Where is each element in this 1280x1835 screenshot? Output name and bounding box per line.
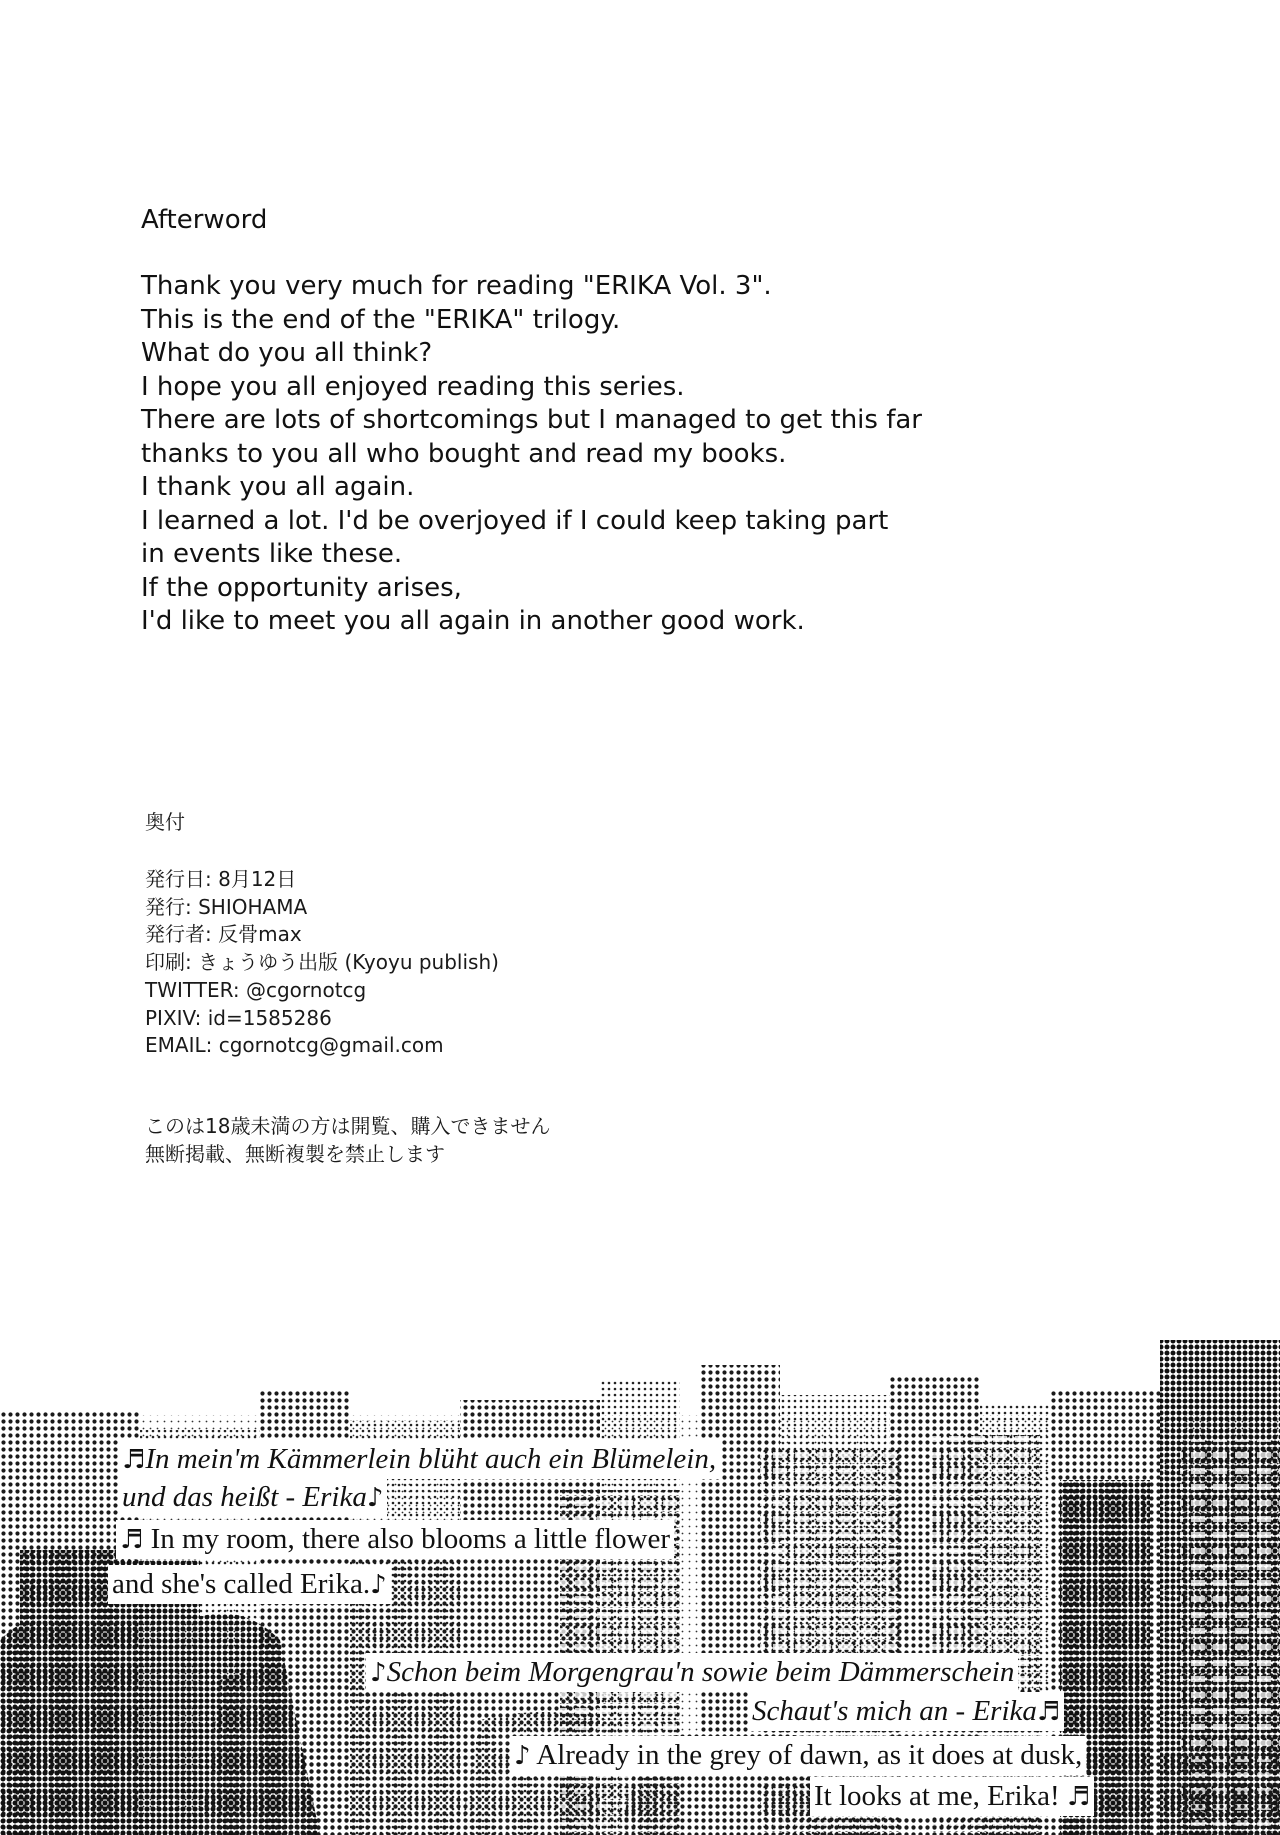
lyric-text: und das heißt - Erika: [122, 1481, 367, 1513]
music-note-icon: ♪: [514, 1741, 531, 1771]
colophon: [145, 808, 499, 1060]
lyric-text: In my room, there also blooms a little flower: [150, 1523, 671, 1555]
afterword-line: If the opportunity arises,: [141, 572, 462, 603]
lyric-text: It looks at me, Erika!: [814, 1780, 1060, 1812]
afterword-line: What do you all think?: [141, 338, 433, 368]
colophon-row-email: EMAIL: cgornotcg@gmail.com: [145, 1033, 444, 1058]
lyric-text: and she's called Erika.: [112, 1568, 371, 1600]
lyric-text: Schaut's mich an - Erika: [752, 1695, 1037, 1727]
afterword-line: I thank you all again.: [141, 472, 415, 502]
colophon-row-issuer: 発行者: 反骨max: [145, 922, 302, 947]
halftone-cityscape-illustration: [0, 1320, 1280, 1835]
afterword-body: [141, 270, 1141, 639]
double-music-note-icon: ♬: [122, 1445, 146, 1475]
colophon-row-publish-date: 発行日: 8月12日: [145, 867, 297, 891]
double-music-note-icon: ♬: [120, 1525, 144, 1555]
afterword-line: thanks to you all who bought and read my books.: [141, 438, 787, 469]
colophon-row-publisher: 発行: SHIOHAMA: [145, 894, 308, 919]
afterword-line: I'd like to meet you all again in another good work.: [141, 606, 805, 636]
colophon-row-printer: 印刷: きょうゆう出版 (Kyoyu publish): [145, 950, 499, 975]
lyric-text: Schon beim Morgengrau'n sowie beim Dämmerschein: [386, 1656, 1015, 1688]
lyric-text: Already in the grey of dawn, as it does at dusk,: [536, 1739, 1083, 1771]
afterword-line: I learned a lot. I'd be overjoyed if I could keep taking part: [141, 505, 889, 536]
age-restriction-notice: [145, 1112, 550, 1168]
afterword-line: This is the end of the "ERIKA" trilogy.: [141, 304, 621, 335]
colophon-heading: 奥付: [145, 810, 185, 834]
afterword-line: I hope you all enjoyed reading this series.: [141, 371, 685, 402]
afterword-line: There are lots of shortcomings but I managed to get this far: [141, 405, 922, 435]
double-music-note-icon: ♬: [1066, 1782, 1091, 1812]
colophon-row-twitter: TWITTER: @cgornotcg: [145, 977, 367, 1002]
music-note-icon: ♪: [366, 1483, 384, 1513]
afterword-line: Thank you very much for reading "ERIKA Vol. 3".: [141, 271, 772, 301]
notice-line: このは18歳未満の方は開覧、購入できません: [145, 1114, 551, 1138]
notice-line: 無断掲載、無断複製を禁止します: [145, 1142, 445, 1166]
afterword-line: in events like these.: [141, 539, 403, 569]
double-music-note-icon: ♬: [1036, 1697, 1061, 1727]
lyric-text: In mein'm Kämmerlein blüht auch ein Blümelein,: [145, 1443, 717, 1475]
music-note-icon: ♪: [370, 1658, 387, 1688]
music-note-icon: ♪: [370, 1570, 387, 1600]
colophon-rows: [145, 866, 499, 1060]
afterword-title: Afterword: [141, 205, 268, 235]
colophon-row-pixiv: PIXIV: id=1585286: [145, 1005, 332, 1030]
